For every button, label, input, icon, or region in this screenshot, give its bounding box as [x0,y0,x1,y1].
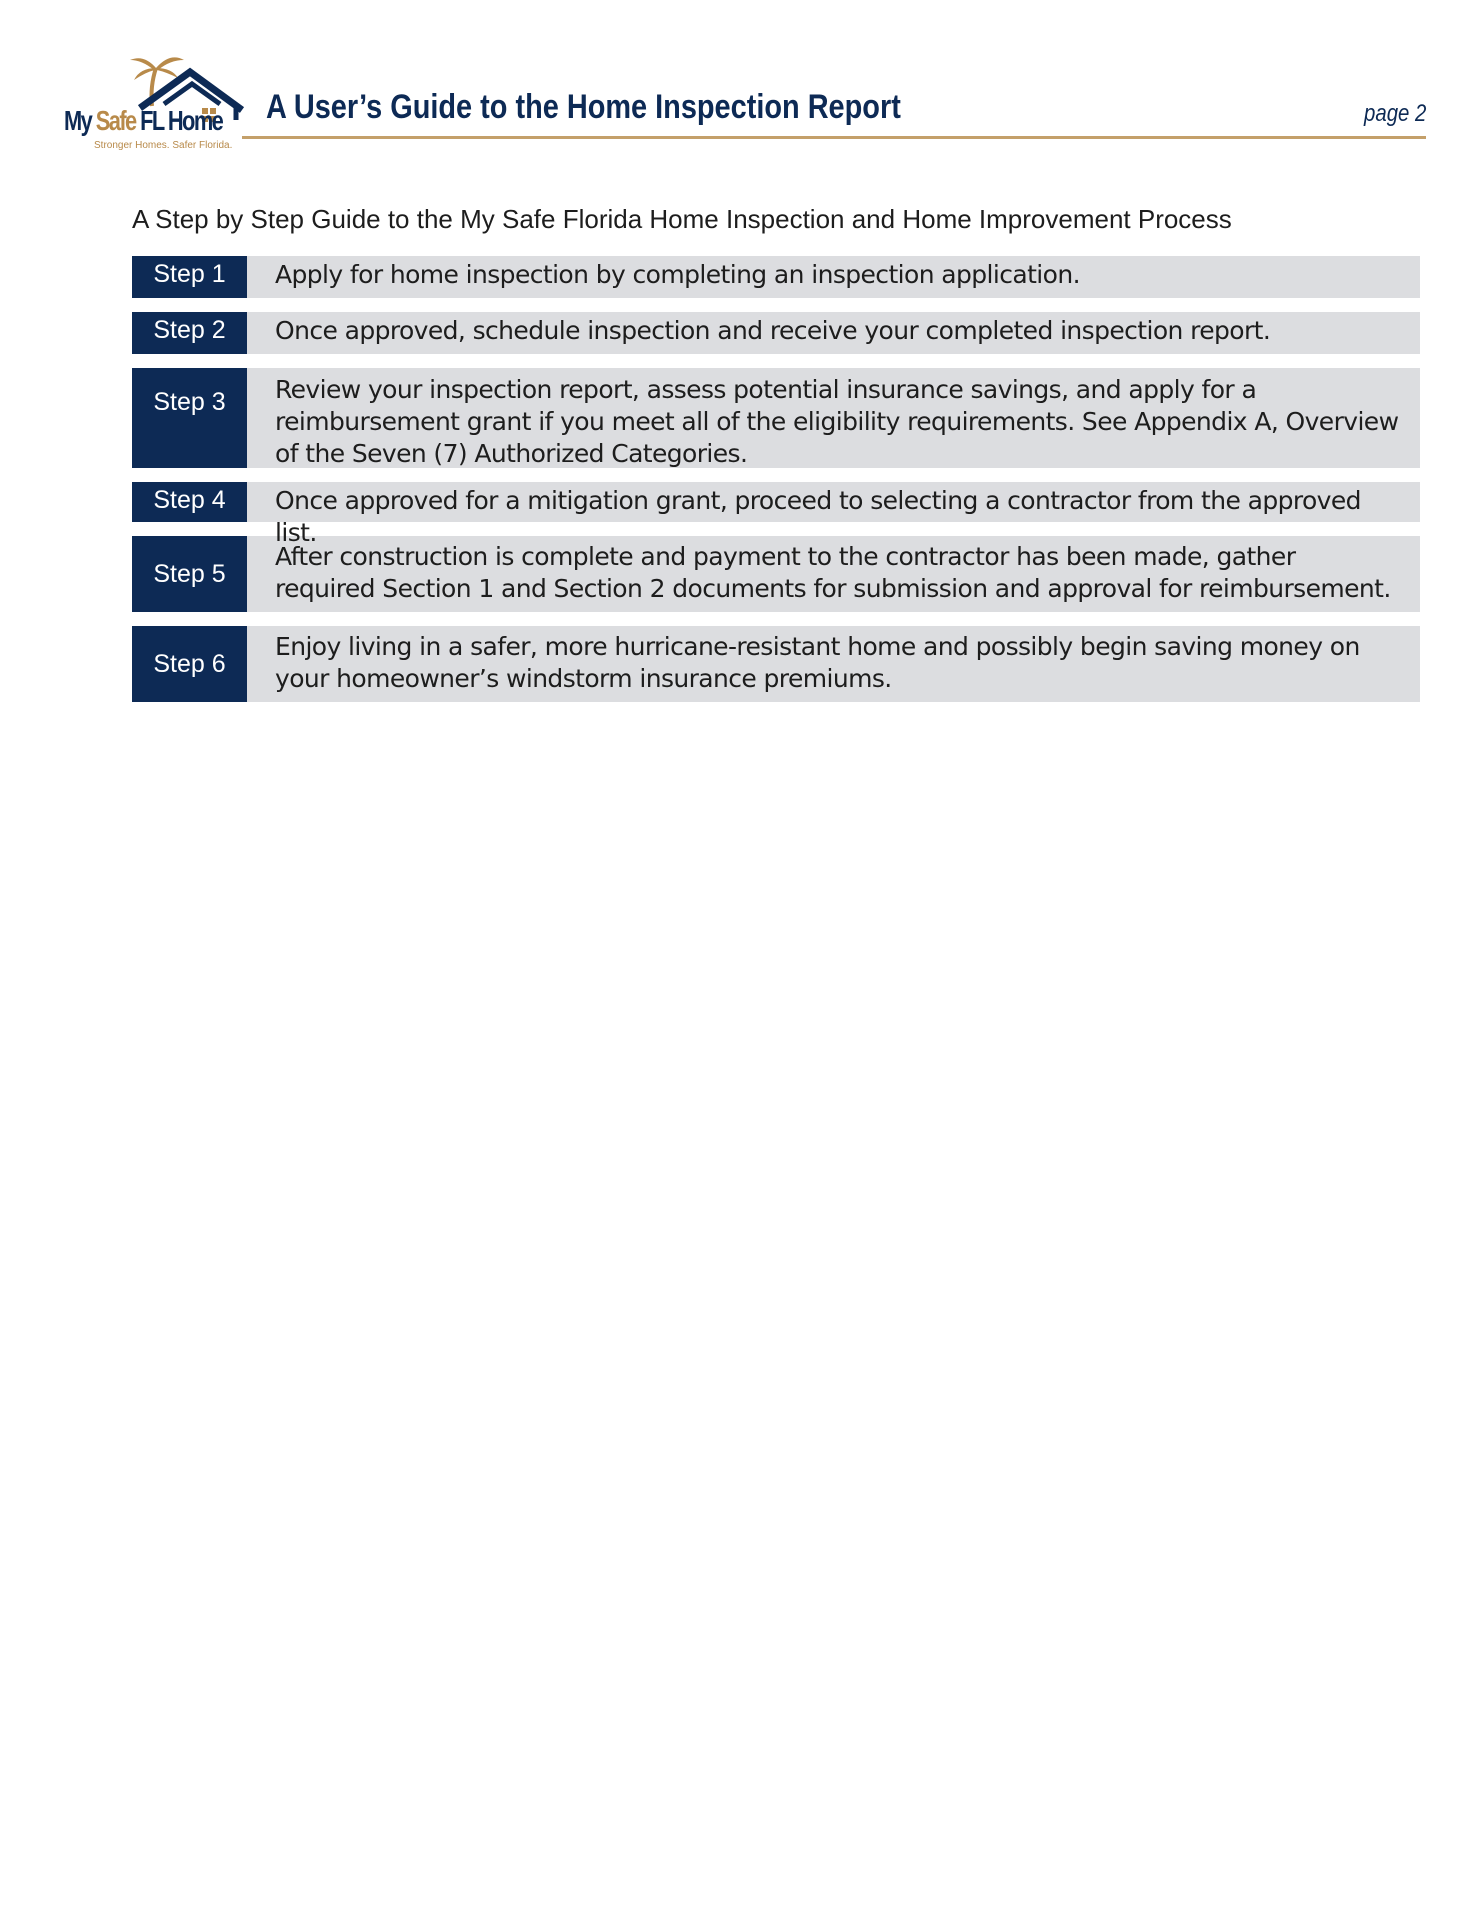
step-badge: Step 2 [132,312,247,354]
step-row [132,536,1420,612]
page-header [0,0,1484,160]
steps-list [132,256,1420,716]
step-row [132,312,1420,354]
step-row [132,626,1420,702]
step-badge: Step 5 [132,536,247,612]
section-heading: A Step by Step Guide to the My Safe Florida Home Inspection and Home Improvement Process [132,204,1232,234]
step-row [132,368,1420,468]
step-badge: Step 3 [132,368,247,468]
step-badge: Step 4 [132,482,247,522]
header-divider [242,136,1426,139]
page-number: page 2 [1363,100,1426,127]
logo-wordmark: My Safe FL Home [64,105,223,136]
step-description: Enjoy living in a safer, more hurricane-resistant home and possibly begin saving money on your homeowner’s windstorm insurance premiums. [275,632,1360,693]
step-description: Once approved for a mitigation grant, proceed to selecting a contractor from the approved list. [275,486,1361,547]
step-row [132,482,1420,547]
document-title: A User’s Guide to the Home Inspection Report [266,88,901,126]
step-description: After construction is complete and payment to the contractor has been made, gather required Section 1 and Section 2 documents for submission and approval for reimbursement. [275,542,1391,603]
step-badge: Step 1 [132,256,247,298]
my-safe-fl-home-logo [60,48,260,158]
step-description: Review your inspection report, assess potential insurance savings, and apply for a reimbursement grant if you meet all of the eligibility requirements. See Appendix A, Overview of the Seven (7) Authorized Categories. [275,375,1399,468]
step-row [132,256,1420,298]
step-description: Apply for home inspection by completing an inspection application. [275,260,1080,289]
logo-tagline: Stronger Homes. Safer Florida. [94,140,233,151]
step-description: Once approved, schedule inspection and receive your completed inspection report. [275,316,1271,345]
step-badge: Step 6 [132,626,247,702]
